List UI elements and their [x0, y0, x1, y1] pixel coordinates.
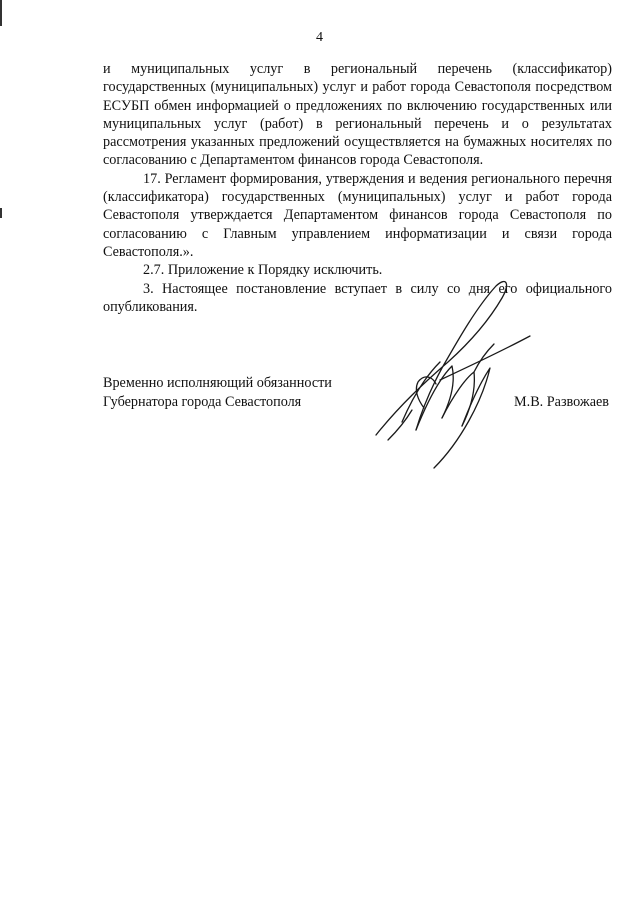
handwritten-signature-icon: [370, 270, 550, 480]
signer-position-line2: Губернатора города Севастополя: [103, 394, 302, 410]
paragraph-item-3: 3. Настоящее постановление вступает в силу со дня его официального опубликования.: [103, 280, 612, 315]
paragraph-continuation: и муниципальных услуг в региональный перечень (классификатор) государственных (муниципальных) услуг и работ города Севастополя посредством ЕСУБП обмен информацией о предложениях по включению государственных или муниципальных услуг (работ) в региональный перечень и о результатах рассмотрения указанных предложений осуществляется на бумажных носителях по согласованию с Департаментом финансов города Севастополя.: [103, 61, 612, 169]
scan-edge-mark-middle: [0, 208, 2, 218]
paragraph-item-17: 17. Регламент формирования, утверждения и ведения регионального перечня (классификатора) государственных (муниципальных) услуг и работ города Севастополя утверждается Департаментом финансов города Севастополя по согласованию с Главным управлением информатизации и связи города Севастополя.».: [103, 170, 612, 260]
signer-name: М.В. Развожаев: [514, 394, 609, 410]
scan-edge-mark-top: [0, 0, 2, 26]
page-number: 4: [316, 30, 323, 45]
paragraph-item-2-7: 2.7. Приложение к Порядку исключить.: [143, 262, 383, 279]
signature-block: [103, 374, 332, 412]
signer-position-line1: Временно исполняющий обязанности: [103, 375, 332, 391]
